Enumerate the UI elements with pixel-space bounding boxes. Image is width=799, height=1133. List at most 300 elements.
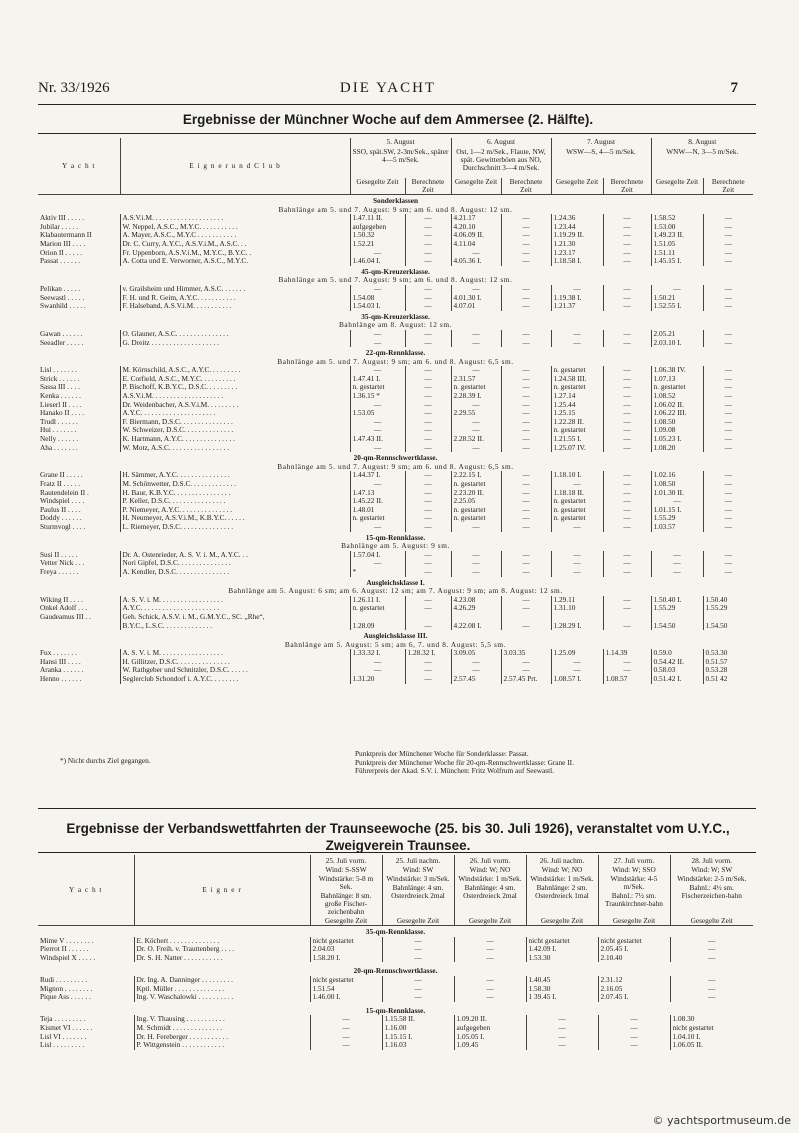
- time-cell: —: [603, 489, 651, 498]
- table-row: [38, 985, 753, 994]
- owner-club: H. Gillitzer, D.S.C. . . . . . . . . . . . . . .: [120, 658, 350, 667]
- yacht-name: Swanhild . . . . .: [40, 302, 86, 311]
- time-cell: n. gestartet: [350, 604, 405, 613]
- time-cell: 1.36.15 *: [350, 392, 405, 401]
- time-cell: —: [405, 302, 451, 311]
- time-cell: —: [603, 471, 651, 480]
- time-cell: —: [451, 330, 501, 339]
- class-heading-row: [38, 630, 753, 641]
- yacht-name: Seewastl . . . . .: [40, 293, 85, 302]
- yacht-name: Aha . . . . . . .: [40, 443, 78, 452]
- time-cell: —: [501, 622, 551, 631]
- race-date: 26. Juli vorm.: [469, 856, 511, 865]
- owner-club: Fr. Uppenborn, A.S.V.i.M., M.Y.C., B.Y.C. .: [120, 249, 350, 258]
- time-cell: —: [350, 249, 405, 258]
- time-cell: —: [651, 497, 703, 506]
- time-cell: —: [603, 366, 651, 375]
- table-row: [38, 506, 753, 515]
- time-cell: —: [405, 435, 451, 444]
- yacht-name: Seeadler . . . . .: [40, 338, 84, 347]
- course-length-row: [38, 206, 753, 215]
- class-heading-row: [38, 452, 753, 463]
- time-cell: 1.50.40: [703, 596, 753, 605]
- sub-gesegelte-zeit: Gesegelte Zeit: [454, 917, 526, 926]
- yacht-name: Windspiel . . . .: [40, 497, 85, 506]
- yacht-name: Henno . . . . . .: [40, 675, 82, 684]
- owner-club: L. Riemeyer, D.S.C. . . . . . . . . . . . . . .: [120, 523, 350, 532]
- time-cell: —: [350, 559, 405, 568]
- time-cell: —: [501, 330, 551, 339]
- owner: Kptl. Müller . . . . . . . . . . . . . .: [134, 985, 310, 994]
- time-cell: —: [603, 444, 651, 453]
- time-cell: 1.05.23 I.: [651, 435, 703, 444]
- day-wind: Ost, 1—2 m/Sek., Flaute, NW, spät. Gewitterböen aus NO, Durchschnitt 3—4 m/Sek.: [456, 147, 546, 172]
- time-cell: —: [501, 401, 551, 410]
- yacht-name: Windspiel X . . . . .: [40, 953, 96, 962]
- time-cell: n. gestartet: [551, 514, 603, 523]
- time-cell: —: [501, 523, 551, 532]
- time-cell: —: [703, 240, 753, 249]
- time-cell: [551, 613, 603, 622]
- time-cell: 2.25.05: [451, 497, 501, 506]
- table-body: [38, 926, 753, 1050]
- time-cell: 1.08.57: [603, 675, 651, 684]
- race-str: Windstärke: 2-5 m/Sek.: [677, 874, 747, 883]
- time-cell: —: [382, 976, 454, 985]
- time-cell: —: [405, 675, 451, 684]
- col-race-2: [382, 855, 454, 917]
- time-cell: 1 39.45 I.: [526, 993, 598, 1002]
- time-cell: —: [551, 285, 603, 294]
- time-cell: —: [501, 339, 551, 348]
- owner: Dr. Ing. A. Danninger . . . . . . . . .: [134, 976, 310, 985]
- yacht-name: Paulus II . . . .: [40, 505, 81, 514]
- prize-note: Führerpreis der Akad. S.V. i. München: Fritz Wolfrum auf Seewastl.: [355, 766, 554, 776]
- time-cell: 1.44.37 I.: [350, 471, 405, 480]
- time-cell: —: [703, 409, 753, 418]
- class-name: 35-qm-Rennklasse.: [365, 927, 426, 936]
- time-cell: —: [451, 559, 501, 568]
- col-yacht: Y a c h t: [38, 138, 120, 195]
- time-cell: 1.08.30: [670, 1015, 753, 1024]
- class-name: 45-qm-Kreuzerklasse.: [361, 266, 430, 276]
- table-row: [38, 666, 753, 675]
- time-cell: —: [703, 444, 753, 453]
- time-cell: —: [454, 945, 526, 954]
- time-cell: —: [405, 339, 451, 348]
- owner-club: F. Biermann, D.S.C. . . . . . . . . . . . . . .: [120, 418, 350, 427]
- time-cell: —: [454, 993, 526, 1002]
- time-cell: 0.54.42 II.: [651, 658, 703, 667]
- time-cell: —: [405, 489, 451, 498]
- time-cell: —: [551, 559, 603, 568]
- class-name: 22-qm-Rennklasse.: [365, 348, 426, 358]
- race-str: Windstärke: 5-8 m Sek.: [318, 874, 374, 891]
- title-rule: [38, 133, 756, 134]
- time-cell: 1.47.13: [350, 489, 405, 498]
- time-cell: [703, 613, 753, 622]
- time-cell: 1.54.50: [651, 622, 703, 631]
- time-cell: 1.48.01: [350, 506, 405, 515]
- time-cell: 4.01.30 I.: [451, 294, 501, 303]
- time-cell: 1.45.15 I.: [651, 257, 703, 266]
- course-length: Bahnlänge am 5. und 7. August: 9 sm; am 6. und 8. August: 6,5 sm.: [277, 462, 514, 471]
- col-day-2: [451, 138, 551, 178]
- time-cell: 1.08.50: [651, 480, 703, 489]
- time-cell: —: [405, 401, 451, 410]
- yacht-name: Susi II . . . . .: [40, 550, 78, 559]
- time-cell: n. gestartet: [350, 383, 405, 392]
- table-row: [38, 435, 753, 444]
- time-cell: —: [501, 257, 551, 266]
- time-cell: 1.42.09 I.: [526, 945, 598, 954]
- time-cell: —: [703, 514, 753, 523]
- time-cell: 1.06.02 II.: [651, 401, 703, 410]
- table-row: [38, 285, 753, 294]
- table-row: [38, 954, 753, 963]
- time-cell: —: [405, 383, 451, 392]
- owner: Dr. H. Fereberger . . . . . . . . . . .: [134, 1033, 310, 1042]
- time-cell: —: [451, 658, 501, 667]
- time-cell: —: [405, 506, 451, 515]
- time-cell: —: [703, 480, 753, 489]
- time-cell: —: [382, 937, 454, 946]
- owner-club: Nori Gipfel, D.S.C. . . . . . . . . . . . . . .: [120, 559, 350, 568]
- yacht-name: Lisl VI . . . . . . .: [40, 1032, 87, 1041]
- course-length-row: [38, 463, 753, 472]
- time-cell: —: [551, 551, 603, 560]
- time-cell: 1.54.50: [703, 622, 753, 631]
- time-cell: 1.33.32 I.: [350, 649, 405, 658]
- time-cell: 2.05.45 I.: [598, 945, 670, 954]
- table-row: [38, 249, 753, 258]
- owner-club: W. Neppel, A.S.C., M.Y.C. . . . . . . . . . .: [120, 223, 350, 232]
- yacht-name: Rautendelein II .: [40, 488, 89, 497]
- owner-club: E. Corfield, A.S.C., M.Y.C. . . . . . . . . .: [120, 375, 350, 384]
- time-cell: [350, 613, 405, 622]
- time-cell: n. gestartet: [551, 497, 603, 506]
- time-cell: —: [451, 249, 501, 258]
- prize-note: Punktpreis der Münchener Woche für 20-qm-Rennschwertklasse: Grane II.: [355, 757, 574, 767]
- time-cell: —: [451, 339, 501, 348]
- table-row: [38, 418, 753, 427]
- header-row: [38, 855, 753, 917]
- class-heading-row: [38, 532, 753, 543]
- time-cell: —: [405, 523, 451, 532]
- time-cell: —: [405, 604, 451, 613]
- race-str: Windstärke: 1 m/Sek.: [458, 874, 522, 883]
- time-cell: —: [501, 497, 551, 506]
- time-cell: —: [310, 1041, 382, 1050]
- time-cell: 2.16.05: [598, 985, 670, 994]
- time-cell: —: [405, 622, 451, 631]
- time-cell: nicht gestartet: [310, 937, 382, 946]
- time-cell: 1.21.37: [551, 302, 603, 311]
- yacht-name: Doddy . . . . . .: [40, 514, 82, 523]
- time-cell: n. gestartet: [451, 514, 501, 523]
- time-cell: —: [350, 444, 405, 453]
- time-cell: —: [703, 568, 753, 577]
- race-wind: Wind: W; SW: [691, 865, 733, 874]
- time-cell: —: [703, 223, 753, 232]
- time-cell: —: [703, 285, 753, 294]
- time-cell: [451, 613, 501, 622]
- table-row: [38, 1024, 753, 1033]
- time-cell: —: [703, 401, 753, 410]
- table-row: [38, 649, 753, 658]
- class-heading-row: [38, 1005, 753, 1016]
- time-cell: 0.51.57: [703, 658, 753, 667]
- time-cell: 1.06.22 III.: [651, 409, 703, 418]
- time-cell: 1.45.22 II.: [350, 497, 405, 506]
- owner-club: F. Halseband, A.S.V.i.M. . . . . . . . . . .: [120, 302, 350, 311]
- course-length: Bahnlänge am 5. August: 5 sm; am 6, 7. und 8. August: 5,5 sm.: [284, 640, 507, 649]
- time-cell: —: [501, 418, 551, 427]
- yacht-name: Grane II . . . . .: [40, 471, 83, 480]
- time-cell: 0.58.03: [651, 666, 703, 675]
- time-cell: —: [703, 231, 753, 240]
- time-cell: —: [598, 1033, 670, 1042]
- table-row: [38, 383, 753, 392]
- time-cell: 0.59.0: [651, 649, 703, 658]
- time-cell: —: [603, 214, 651, 223]
- class-heading-row: [38, 347, 753, 358]
- race-bahn: Bahnl.: 4½ sm. Fischerzeichen-bahn: [681, 883, 742, 900]
- race-wind: Wind: W; SSO: [612, 865, 656, 874]
- table-row: [38, 622, 753, 631]
- race-wind: Wind: SW: [402, 865, 434, 874]
- owner-club: A.S.V.i.M. . . . . . . . . . . . . . . . . . . .: [120, 392, 350, 401]
- time-cell: 1.51.05: [651, 240, 703, 249]
- owner-club: A.Y.C. . . . . . . . . . . . . . . . . . . . .: [120, 409, 350, 418]
- time-cell: —: [703, 214, 753, 223]
- time-cell: 4.06.09 II.: [451, 231, 501, 240]
- time-cell: 1.16.00: [382, 1024, 454, 1033]
- yacht-name: Sturmvogl . . . .: [40, 522, 86, 531]
- owner-club: G. Dreitz . . . . . . . . . . . . . . . . . . .: [120, 339, 350, 348]
- owner: E. Köchert . . . . . . . . . . . . . .: [134, 937, 310, 946]
- time-cell: —: [310, 1024, 382, 1033]
- class-name: 20-qm-Rennschwertklasse.: [353, 966, 438, 976]
- course-length: Bahnlänge am 5. und 7. August: 9 sm; am 6. und 8. August: 12 sm.: [278, 276, 513, 285]
- race-wind: Wind: W; NO: [469, 865, 511, 874]
- time-cell: 1.08.50: [651, 418, 703, 427]
- time-cell: —: [405, 568, 451, 577]
- time-cell: —: [603, 426, 651, 435]
- magazine-title: DIE YACHT: [339, 80, 437, 96]
- col-owner: E i g n e r: [134, 855, 310, 926]
- time-cell: 1.08.52: [651, 392, 703, 401]
- course-length-row: [38, 276, 753, 285]
- time-cell: —: [405, 471, 451, 480]
- time-cell: 1.15.15 I.: [382, 1033, 454, 1042]
- time-cell: —: [603, 622, 651, 631]
- table-row: [38, 596, 753, 605]
- course-length: Bahnlänge am 5. August: 6 sm; am 6. August: 12 sm; am 7. August: 9 sm; am 8. August: 12 sm.: [228, 587, 563, 596]
- time-cell: 2.31.12: [598, 976, 670, 985]
- owner-club: Seglerclub Schondorf i. A.Y.C. . . . . . . .: [120, 675, 350, 684]
- col-race-1: [310, 855, 382, 917]
- time-cell: —: [603, 302, 651, 311]
- table-row: [38, 444, 753, 453]
- table-row: [38, 976, 753, 985]
- time-cell: —: [603, 559, 651, 568]
- time-cell: —: [350, 339, 405, 348]
- time-cell: 1.50.32: [350, 231, 405, 240]
- time-cell: n. gestartet: [350, 514, 405, 523]
- time-cell: —: [310, 1015, 382, 1024]
- time-cell: —: [405, 514, 451, 523]
- class-heading-row: [38, 266, 753, 277]
- time-cell: —: [451, 551, 501, 560]
- time-cell: —: [551, 666, 603, 675]
- time-cell: —: [501, 471, 551, 480]
- time-cell: 1.28.09: [350, 622, 405, 631]
- class-heading-row: [38, 965, 753, 976]
- time-cell: —: [501, 409, 551, 418]
- time-cell: —: [350, 285, 405, 294]
- time-cell: —: [603, 418, 651, 427]
- yacht-name: Lisl . . . . . . . . .: [40, 1041, 85, 1050]
- owner-club: W. Motz, A.S.C. . . . . . . . . . . . . . . . .: [120, 444, 350, 453]
- time-cell: —: [603, 523, 651, 532]
- day-date: 6. August: [487, 138, 515, 146]
- time-cell: —: [703, 383, 753, 392]
- time-cell: 1.18.10 I.: [551, 471, 603, 480]
- owner-club: A. S. V. i. M. . . . . . . . . . . . . . . . . .: [120, 649, 350, 658]
- sub-gesegelte-zeit: Gesegelte Zeit: [651, 178, 703, 195]
- time-cell: [651, 613, 703, 622]
- table-row: [38, 1015, 753, 1024]
- class-heading-row: [38, 311, 753, 322]
- day-wind: WNW—N, 3—5 m/Sek.: [666, 147, 739, 156]
- time-cell: 0.53.30: [703, 649, 753, 658]
- yacht-name: Hansi III . . . .: [40, 657, 81, 666]
- time-cell: 1.09.20 II.: [454, 1015, 526, 1024]
- time-cell: —: [603, 666, 651, 675]
- time-cell: 1.29.11: [551, 596, 603, 605]
- yacht-name: Kismet VI . . . . . .: [40, 1023, 93, 1032]
- race-wind: Wind: S-SSW: [325, 865, 367, 874]
- time-cell: —: [501, 231, 551, 240]
- time-cell: —: [405, 551, 451, 560]
- time-cell: —: [526, 1033, 598, 1042]
- time-cell: —: [703, 471, 753, 480]
- header-rule: [38, 104, 756, 105]
- time-cell: —: [703, 249, 753, 258]
- time-cell: —: [703, 330, 753, 339]
- time-cell: —: [350, 401, 405, 410]
- time-cell: 1.40.45: [526, 976, 598, 985]
- time-cell: —: [405, 257, 451, 266]
- time-cell: 1.26.11 I.: [350, 596, 405, 605]
- time-cell: —: [405, 426, 451, 435]
- race-bahn: Bahnl.: 7½ sm. Traunkirchner-bahn: [605, 891, 663, 908]
- time-cell: —: [405, 223, 451, 232]
- yacht-name: Freya . . . . . .: [40, 567, 79, 576]
- time-cell: 2.10.40: [598, 954, 670, 963]
- table-row: [38, 392, 753, 401]
- time-cell: —: [405, 658, 451, 667]
- time-cell: 4.23.08: [451, 596, 501, 605]
- time-cell: —: [501, 435, 551, 444]
- time-cell: —: [405, 294, 451, 303]
- table-row: [38, 604, 753, 613]
- time-cell: 1.01.30 II.: [651, 489, 703, 498]
- yacht-name: Rudi . . . . . . . . .: [40, 975, 88, 984]
- class-heading-row: [38, 926, 753, 937]
- owner-club: H. Neumeyer, A.S.V.i.M., K.B.Y.C. . . . . .: [120, 514, 350, 523]
- time-cell: 1.22.28 II.: [551, 418, 603, 427]
- yacht-name: Pique Ass . . . . . .: [40, 993, 91, 1002]
- time-cell: n. gestartet: [551, 506, 603, 515]
- table-row: [38, 257, 753, 266]
- time-cell: 1.24.36: [551, 214, 603, 223]
- time-cell: 0.53.28: [703, 666, 753, 675]
- time-cell: 1.07.13: [651, 375, 703, 384]
- time-cell: 1.50.21: [651, 294, 703, 303]
- yacht-name: Hui . . . . . . .: [40, 426, 77, 435]
- time-cell: 1.51.11: [651, 249, 703, 258]
- issue-number: Nr. 33/1926: [38, 80, 110, 96]
- time-cell: 2.57.45 Prt.: [501, 675, 551, 684]
- time-cell: —: [603, 497, 651, 506]
- time-cell: —: [451, 285, 501, 294]
- yacht-name: Passat . . . . . .: [40, 257, 81, 266]
- time-cell: —: [603, 596, 651, 605]
- time-cell: —: [703, 426, 753, 435]
- day-date: 5. August: [386, 138, 415, 146]
- table-row: [38, 294, 753, 303]
- time-cell: —: [603, 383, 651, 392]
- time-cell: 1.02.16: [651, 471, 703, 480]
- col-yacht: Y a c h t: [38, 855, 134, 926]
- race-str: Windstärke: 3 m/Sek.: [386, 874, 450, 883]
- time-cell: —: [703, 489, 753, 498]
- owner-club: M. Körnschild, A.S.C., A.Y.C. . . . . . . . .: [120, 366, 350, 375]
- class-heading-row: [38, 195, 753, 206]
- time-cell: —: [350, 426, 405, 435]
- time-cell: —: [501, 214, 551, 223]
- table-row: [38, 366, 753, 375]
- time-cell: 1.27.14: [551, 392, 603, 401]
- time-cell: —: [603, 249, 651, 258]
- owner-club: v. Grailsheim und Himmer, A.S.C. . . . . . .: [120, 285, 350, 294]
- time-cell: —: [703, 339, 753, 348]
- time-cell: —: [350, 666, 405, 675]
- yacht-name: [38, 622, 120, 631]
- time-cell: —: [526, 1024, 598, 1033]
- time-cell: 0.51 42: [703, 675, 753, 684]
- time-cell: —: [551, 658, 603, 667]
- time-cell: 4.21.17: [451, 214, 501, 223]
- footnote: *) Nicht durchs Ziel gegangen.: [60, 756, 151, 765]
- time-cell: [603, 613, 651, 622]
- table-header: [38, 855, 753, 926]
- time-cell: —: [405, 409, 451, 418]
- time-cell: 1.25.09: [551, 649, 603, 658]
- race-date: 25. Juli vorm.: [325, 856, 367, 865]
- owner-club: Dr. Weidenbacher, A.S.V.i.M. . . . . . . . .: [120, 401, 350, 410]
- table-body: [38, 195, 753, 684]
- yacht-name: Jubilar . . . . .: [40, 222, 79, 231]
- time-cell: 3.03.35: [501, 649, 551, 658]
- time-cell: —: [551, 480, 603, 489]
- table-row: [38, 568, 753, 577]
- yacht-name: Teja . . . . . . . . .: [40, 1015, 86, 1024]
- time-cell: 2.29.55: [451, 409, 501, 418]
- time-cell: —: [501, 383, 551, 392]
